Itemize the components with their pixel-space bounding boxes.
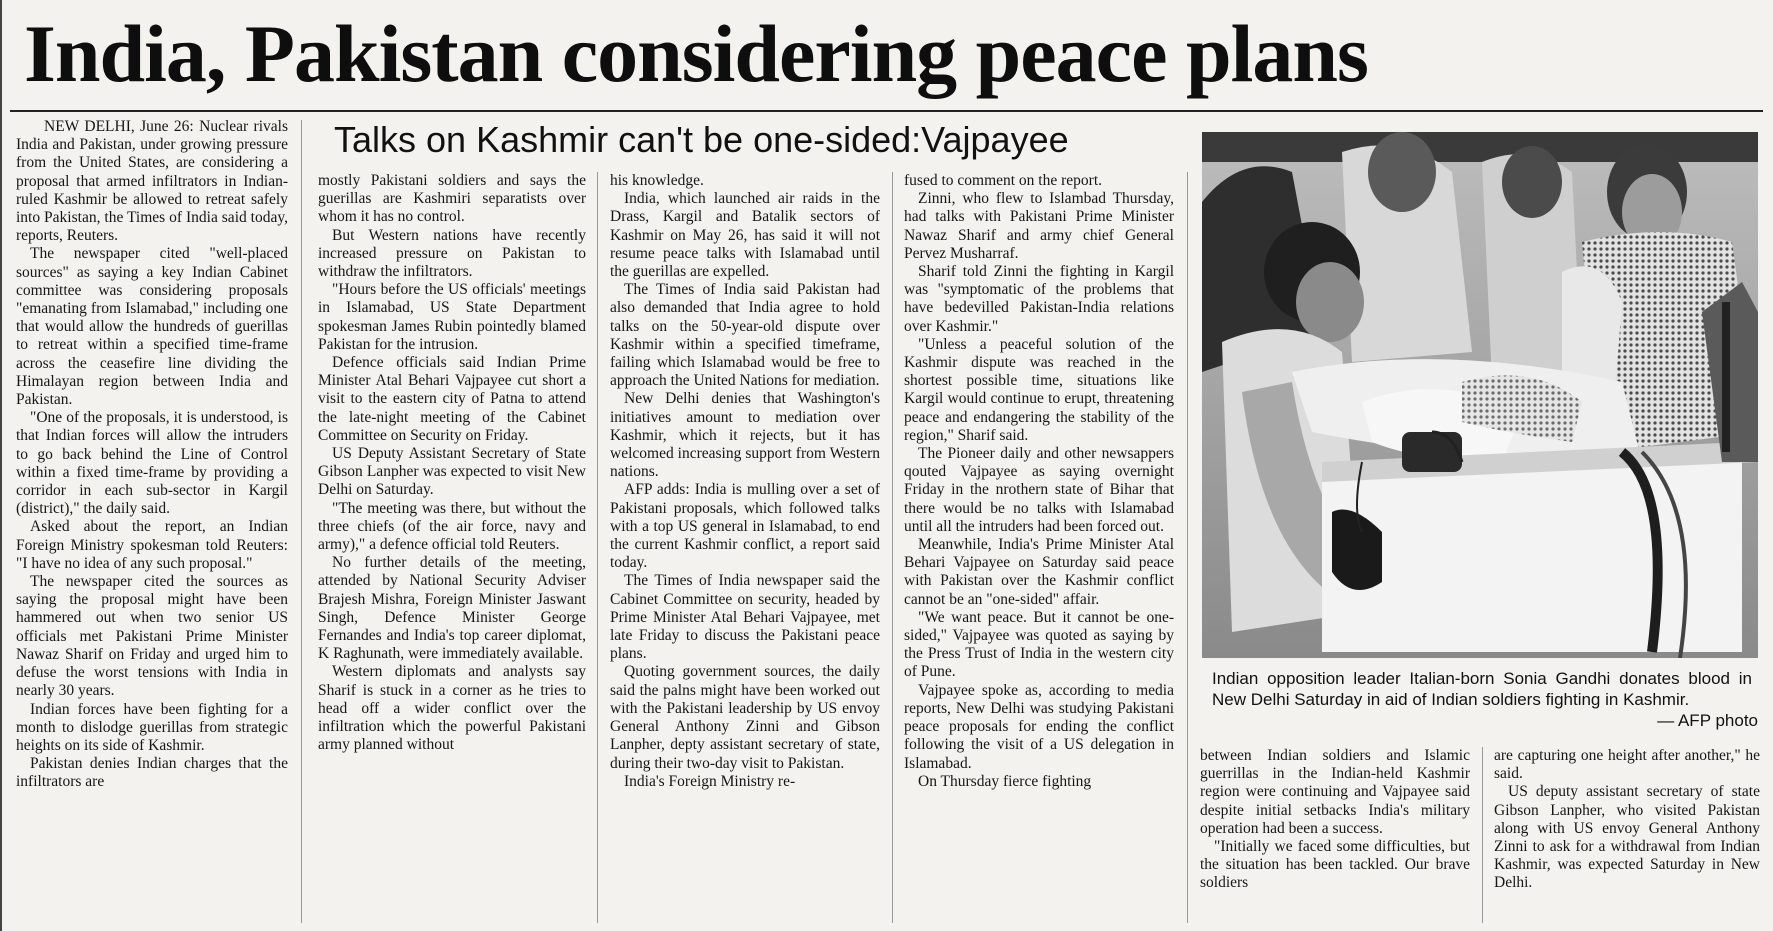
article-column-6 [1494, 747, 1760, 923]
article-column-2 [318, 172, 586, 923]
paragraph: fused to comment on the report. [904, 172, 1103, 189]
paragraph: "The meeting was there, but without the three chiefs (of the air force, navy and army)," a defence official told Reuters. [318, 499, 586, 554]
paragraph: New Delhi denies that Washington's initiatives amount to mediation over Kashmir, which it rejects, but it has welcomed increasing support from Western nations. [610, 390, 880, 481]
paragraph: "We want peace. But it cannot be one-sided," Vajpayee was quoted as saying by the Press Trust of India in the western city of Pune. [904, 608, 1174, 681]
paragraph: Meanwhile, India's Prime Minister Atal Behari Vajpayee on Saturday said peace with Pakistan over the Kashmir conflict cannot be an "one-sided" affair. [904, 536, 1174, 608]
column-divider [892, 172, 893, 923]
column-divider [1187, 172, 1188, 923]
paragraph: "Hours before the US officials' meetings in Islamabad, US State Department spokesman James Rubin pointedly blamed Pakistan for the intrusion. [318, 281, 586, 353]
paragraph: On Thursday fierce fighting [918, 772, 1092, 790]
photo-caption: Indian opposition leader Italian-born Sonia Gandhi donates blood in New Delhi Saturday in aid of Indian soldiers fighting in Kashmir. [1212, 669, 1752, 709]
paragraph: US Deputy Assistant Secretary of State Gibson Lanpher was expected to visit New Delhi on Saturday. [318, 445, 586, 499]
paragraph: Western diplomats and analysts say Sharif is stuck in a corner as he tries to head off a wider conflict over the infiltration which the powerful Pakistani army planned without [318, 663, 586, 754]
paragraph: The newspaper cited the sources as saying the proposal might have been hammered out when two senior US officials met Pakistani Prime Minister Nawaz Sharif on Friday and urged him to defuse the worst tensions with India in nearly 30 years. [16, 573, 288, 700]
paragraph: The newspaper cited "well-placed sources" as saying a key Indian Cabinet committee was considering proposals "emanating from Islamabad," including one that would allow the hundreds of guerillas to retreat within a specified time-frame across the ceasefire line dividing the Himalayan region between India and Pakistan. [16, 245, 288, 409]
paragraph: between Indian soldiers and Islamic guerrillas in the Indian-held Kashmir region were continuing and Vajpayee said despite initial setbacks India's military operation had been a success. [1200, 747, 1470, 837]
paragraph: India, which launched air raids in the Drass, Kargil and Batalik sectors of Kashmir on May 26, has said it will not resume peace talks with Islamabad until the guerillas are expelled. [610, 190, 880, 281]
article-column-1 [16, 118, 288, 923]
paragraph: Vajpayee spoke as, according to media reports, New Delhi was studying Pakistani peace proposals for ending the conflict following the visit of a US delegation in Islamabad. [904, 681, 1174, 772]
paragraph: are capturing one height after another," he said. [1494, 747, 1760, 783]
paragraph: AFP adds: India is mulling over a set of Pakistani proposals, which followed talks with a top US general in Islamabad, to end the current Kashmir conflict, a report said today. [610, 481, 880, 572]
column-divider [597, 172, 598, 923]
article-column-4 [904, 172, 1174, 923]
paragraph: "Initially we faced some difficulties, but the situation has been tackled. Our brave soldiers [1200, 838, 1470, 892]
paragraph: No further details of the meeting, attended by National Security Adviser Brajesh Mishra, Foreign Minister Jaswant Singh, Defence Minister George Fernandes and India's top career diplomat, K Raghunath, were immediately available. [318, 554, 586, 663]
column-divider [1482, 747, 1483, 923]
article-column-3 [610, 172, 880, 923]
paragraph: "One of the proposals, it is understood, is that Indian forces will allow the intruders to go back behind the Line of Control within a fixed time-frame by providing a corridor in each sub-sector in Kargil (district)," the daily said. [16, 409, 288, 518]
news-photo [1202, 132, 1758, 658]
headline-rule [10, 110, 1763, 112]
paragraph: NEW DELHI, June 26: Nuclear rivals India and Pakistan, under growing pressure from the United States, are considering a proposal that armed infiltrators in Indian-ruled Kashmir be allowed to retreat safely into Pakistan, the Times of India said today, reports, Reuters. [16, 118, 288, 245]
paragraph: Pakistan denies Indian charges that the infiltrators are [16, 755, 288, 791]
paragraph: Sharif told Zinni the fighting in Kargil was "symptomatic of the problems that have bedevilled Pakistan-India relations over Kashmir." [904, 263, 1174, 335]
paragraph: The Times of India newspaper said the Cabinet Committee on security, headed by Prime Minister Atal Behari Vajpayee, met late Friday to discuss the Pakistani peace plans. [610, 572, 880, 663]
paragraph: Defence officials said Indian Prime Minister Atal Behari Vajpayee cut short a visit to the eastern city of Patna to attend the late-night meeting of the Cabinet Committee on Security on Friday. [318, 354, 586, 444]
photo-credit: — AFP photo [1657, 711, 1758, 730]
paragraph: Asked about the report, an Indian Foreign Ministry spokesman told Reuters: "I have no idea of any such proposal." [16, 518, 288, 572]
paragraph: US deputy assistant secretary of state Gibson Lanpher, who visited Pakistan along with US envoy General Anthony Zinni to ask for a withdrawal from Indian Kashmir, was expected Saturday in New Delhi. [1494, 783, 1760, 892]
paragraph: his knowledge. [610, 172, 704, 189]
photo-illustration [1202, 132, 1758, 658]
paragraph: mostly Pakistani soldiers and says the guerillas are Kashmiri separatists over whom it has no control. [318, 172, 586, 226]
subheadline: Talks on Kashmir can't be one-sided:Vajpayee [334, 119, 1069, 160]
article-column-5 [1200, 747, 1470, 923]
paragraph: The Times of India said Pakistan had also demanded that India agree to hold talks on the 50-year-old dispute over Kashmir within a specified timeframe, failing which Islamabad would be free to approach the United Nations for mediation. [610, 281, 880, 390]
paragraph: Quoting government sources, the daily said the palns might have been worked out with the Pakistani leadership by US envoy General Anthony Zinni and Gibson Lanpher, depty assistant secretary of state, during their two-day visit to Pakistan. [610, 663, 880, 772]
column-divider [301, 120, 302, 923]
headline: India, Pakistan considering peace plans [24, 8, 1368, 99]
paragraph: Zinni, who flew to Islambad Thursday, had talks with Pakistani Prime Minister Nawaz Sharif and army chief General Pervez Musharraf. [904, 190, 1174, 262]
paragraph: But Western nations have recently increased pressure on Pakistan to withdraw the infiltrators. [318, 226, 586, 281]
paragraph: India's Foreign Ministry re- [624, 772, 796, 790]
paragraph: "Unless a peaceful solution of the Kashmir dispute was reached in the shortest possible time, situations like Kargil would continue to erupt, threatening peace and endangering the stability of the region," Sharif said. [904, 335, 1174, 444]
paragraph: The Pioneer daily and other newsappers qouted Vajpayee as saying overnight Friday in the nrothern state of Bihar that there would be no talks with Islamabad until all the intruders had been forced out. [904, 445, 1174, 535]
paragraph: Indian forces have been fighting for a month to dislodge guerillas from strategic heights on its side of Kashmir. [16, 700, 288, 754]
